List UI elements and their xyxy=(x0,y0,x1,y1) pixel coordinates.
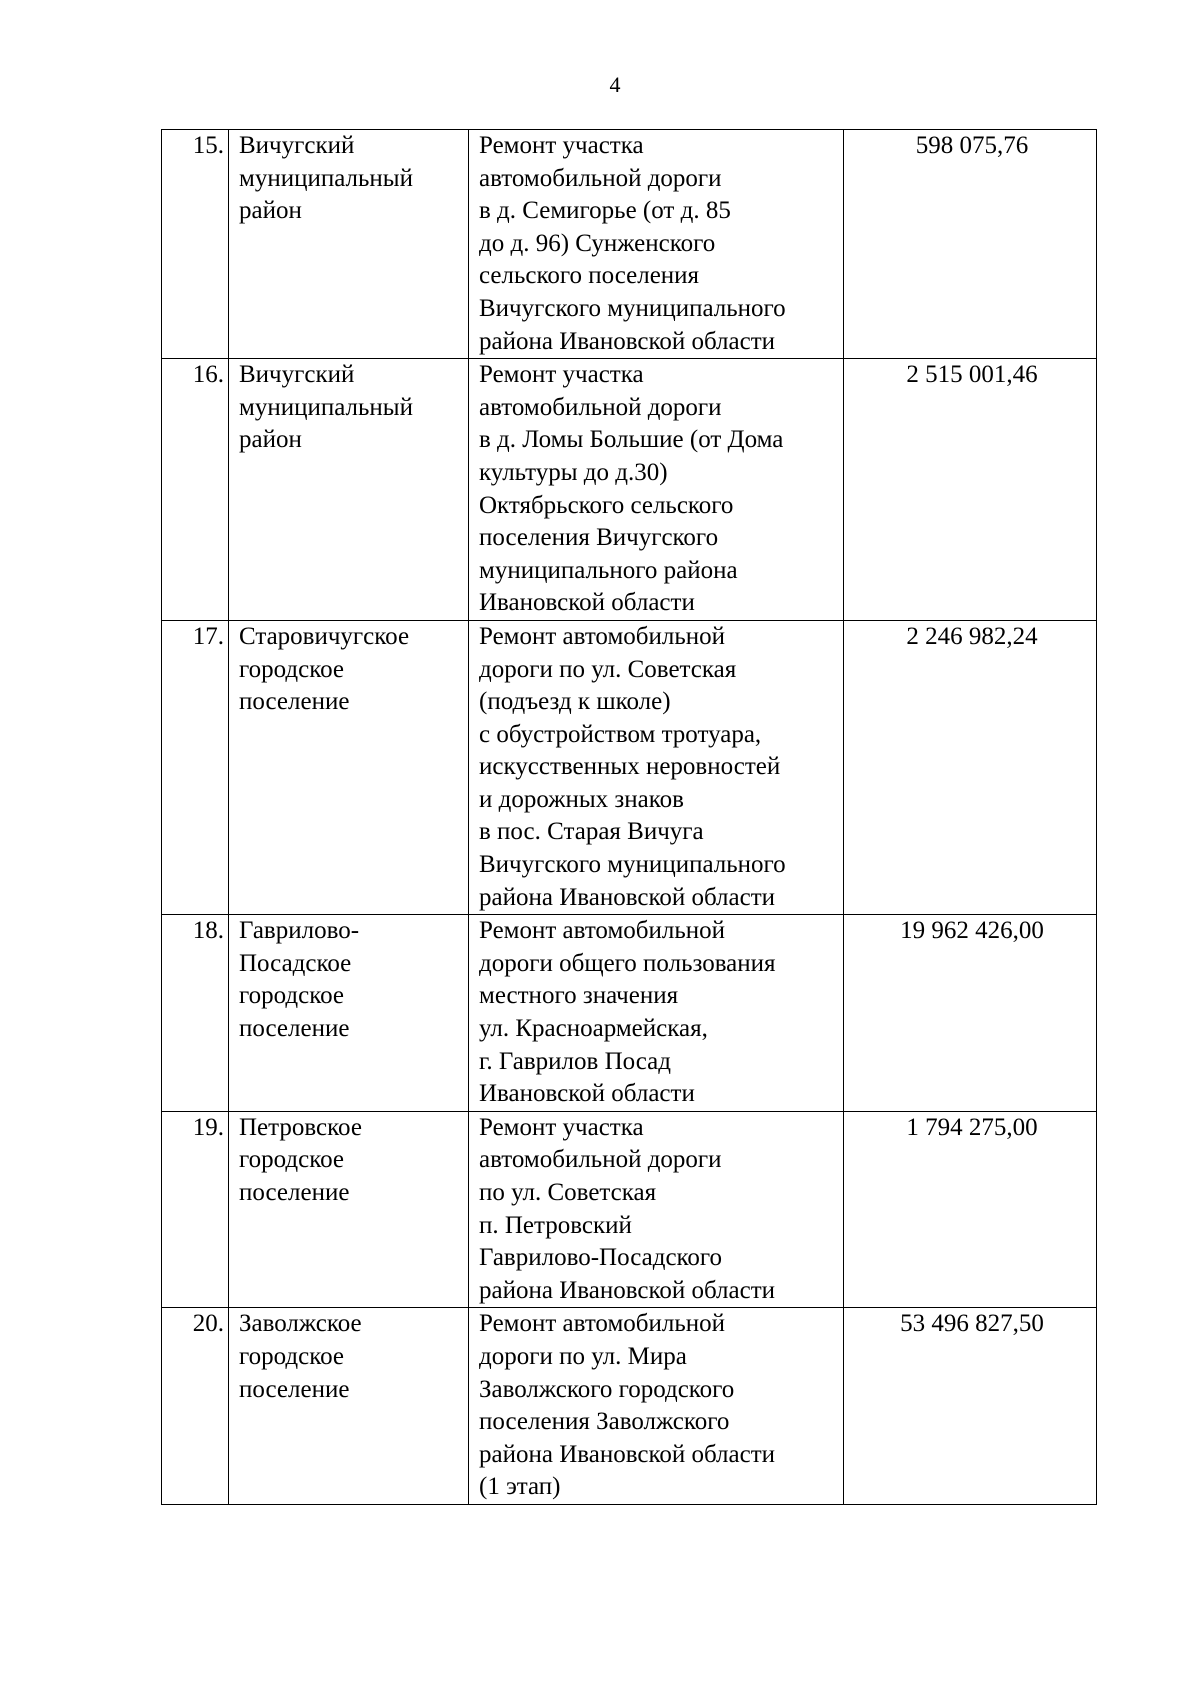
amount-cell: 53 496 827,50 xyxy=(844,1308,1097,1505)
table-row xyxy=(162,1111,1097,1308)
table-row xyxy=(162,620,1097,914)
municipality-cell: Гаврилово- Посадское городское поселение xyxy=(229,915,469,1112)
amount-cell: 2 246 982,24 xyxy=(844,620,1097,914)
table-row xyxy=(162,915,1097,1112)
object-cell: Ремонт автомобильной дороги по ул. Мира Заволжского городского поселения Заволжского района Ивановской области (1 этап) xyxy=(469,1308,844,1505)
page-number: 4 xyxy=(609,72,621,97)
municipality-cell: Петровское городское поселение xyxy=(229,1111,469,1308)
amount-cell: 1 794 275,00 xyxy=(844,1111,1097,1308)
row-number: 16. xyxy=(162,359,229,621)
municipality-cell: Вичугский муниципальный район xyxy=(229,359,469,621)
object-cell: Ремонт автомобильной дороги общего пользования местного значения ул. Красноармейская, г. Гаврилов Посад Ивановской области xyxy=(469,915,844,1112)
amount-cell: 2 515 001,46 xyxy=(844,359,1097,621)
data-table xyxy=(161,129,1097,1505)
object-cell: Ремонт участка автомобильной дороги по ул. Советская п. Петровский Гаврилово-Посадского района Ивановской области xyxy=(469,1111,844,1308)
municipality-cell: Заволжское городское поселение xyxy=(229,1308,469,1505)
table-row xyxy=(162,359,1097,621)
table-row xyxy=(162,1308,1097,1505)
amount-cell: 598 075,76 xyxy=(844,130,1097,359)
row-number: 15. xyxy=(162,130,229,359)
row-number: 19. xyxy=(162,1111,229,1308)
row-number: 20. xyxy=(162,1308,229,1505)
municipality-cell: Вичугский муниципальный район xyxy=(229,130,469,359)
row-number: 17. xyxy=(162,620,229,914)
row-number: 18. xyxy=(162,915,229,1112)
amount-cell: 19 962 426,00 xyxy=(844,915,1097,1112)
object-cell: Ремонт автомобильной дороги по ул. Советская (подъезд к школе) с обустройством тротуара, искусственных неровностей и дорожных знаков в пос. Старая Вичуга Вичугского муниципального района Ивановской области xyxy=(469,620,844,914)
municipality-cell: Старовичугское городское поселение xyxy=(229,620,469,914)
table-row xyxy=(162,130,1097,359)
object-cell: Ремонт участка автомобильной дороги в д. Ломы Большие (от Дома культуры до д.30) Октябрьского сельского поселения Вичугского муниципального района Ивановской области xyxy=(469,359,844,621)
object-cell: Ремонт участка автомобильной дороги в д. Семигорье (от д. 85 до д. 96) Сунженского сельского поселения Вичугского муниципального района Ивановской области xyxy=(469,130,844,359)
